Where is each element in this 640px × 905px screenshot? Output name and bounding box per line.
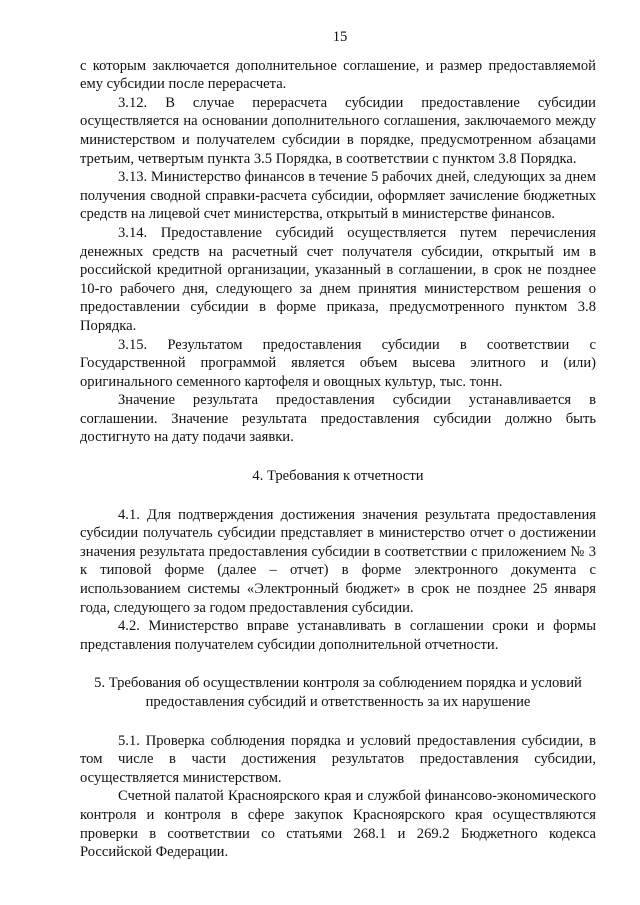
- section-5-heading: [80, 674, 596, 711]
- section-4-heading: 4. Требования к отчетности: [252, 468, 424, 485]
- paragraph-audit-chamber: Счетной палатой Красноярского края и службой финансово-экономического контроля и контроля в сфере закупок Красноярского края осуществляются проверки в соответствии со статьями 268.1 и 269.2 Бюджетного кодекса Российской Федерации.: [80, 788, 596, 861]
- paragraph-continuation: с которым заключается дополнительное соглашение, и размер предоставляемой ему субсидии после перерасчета.: [80, 57, 596, 93]
- section-5-heading-line-1: 5. Требования об осуществлении контроля за соблюдением порядка и условий: [94, 675, 582, 692]
- paragraph-3-15: 3.15. Результатом предоставления субсидии в соответствии с Государственной программой является объем высева элитного и (или) оригинального семенного картофеля и овощных культур, тыс. тонн.: [80, 336, 596, 390]
- paragraph-5-1: 5.1. Проверка соблюдения порядка и условий предоставления субсидии, в том числе в части достижения результатов предоставления субсидии, осуществляется министерством.: [80, 732, 596, 786]
- paragraph-4-2: 4.2. Министерство вправе устанавливать в соглашении сроки и формы представления получателем субсидии дополнительной отчетности.: [80, 618, 596, 653]
- paragraph-3-13: 3.13. Министерство финансов в течение 5 рабочих дней, следующих за днем получения сводной справки-расчета субсидии, оформляет зачисление бюджетных средств на лицевой счет министерства, открытый в министерстве финансов.: [80, 169, 596, 223]
- section-5-heading-line-2: предоставления субсидий и ответственность за их нарушение: [145, 694, 531, 710]
- paragraph-3-14: 3.14. Предоставление субсидий осуществляется путем перечисления денежных средств на расчетный счет получателя субсидии, открытый им в российской кредитной организации, указанный в соглашении, в срок не позднее 10-го рабочего дня, следующего за днем принятия министерством решения о предоставлении субсидии в форме приказа, предусмотренного пунктом 3.8 Порядка.: [80, 224, 596, 334]
- paragraph-4-1: 4.1. Для подтверждения достижения значения результата предоставления субсидии получатель субсидии представляет в министерство отчет о достижении значения результата предоставления субсидии в соответствии с приложением № 3 к типовой форме (далее – отчет) в форме электронного документа с использованием системы «Электронный бюджет» в срок не позднее 25 января года, следующего за годом предоставления субсидии.: [80, 506, 596, 616]
- paragraph-3-12: 3.12. В случае перерасчета субсидии предоставление субсидии осуществляется на основании дополнительного соглашения, заключаемого между министерством и получателем субсидии в порядке, предусмотренном абзацами третьим, четвертым пункта 3.5 Порядка, в соответствии с пунктом 3.8 Порядка.: [80, 94, 596, 167]
- document-page: [80, 28, 596, 862]
- paragraph-result-value: Значение результата предоставления субсидии устанавливается в соглашении. Значение результата предоставления субсидии должно быть достигнуто на дату подачи заявки.: [80, 392, 596, 446]
- page-number: 15: [332, 29, 348, 45]
